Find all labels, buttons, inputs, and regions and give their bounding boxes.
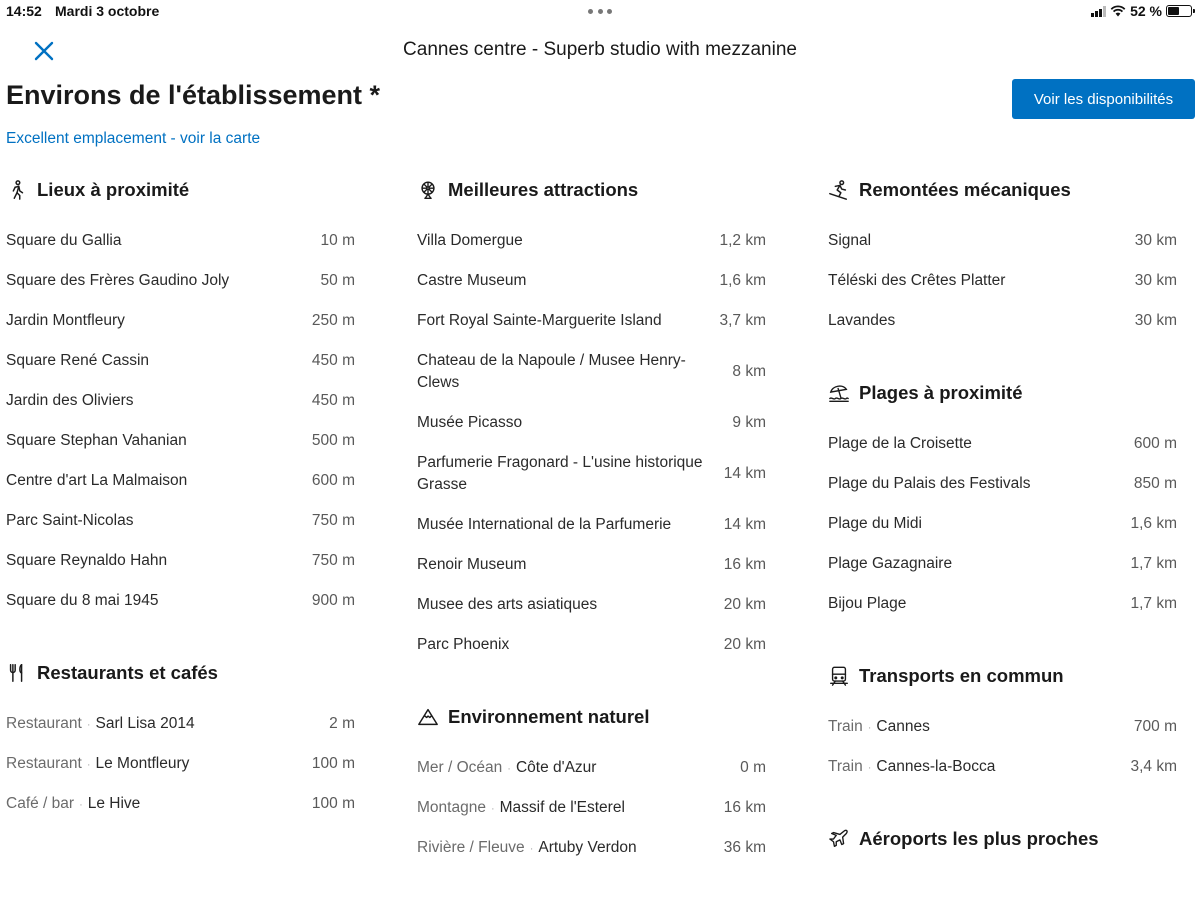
list-item <box>828 221 1177 261</box>
place-name <box>828 270 1135 292</box>
distance: 1,6 km <box>1130 515 1177 532</box>
section-beaches-header <box>828 373 1177 413</box>
place-name <box>828 310 1135 332</box>
place-name <box>417 554 724 576</box>
place-label: Le Montfleury <box>95 754 190 772</box>
distance: 500 m <box>311 432 355 449</box>
train-icon <box>828 665 850 687</box>
list-item <box>6 301 355 341</box>
place-name <box>417 412 732 434</box>
place-name: Train · Cannes <box>828 717 930 735</box>
ferris-wheel-icon <box>417 179 439 201</box>
list-item <box>417 261 766 301</box>
distance: 100 m <box>311 795 355 812</box>
distance: 700 m <box>1133 718 1177 735</box>
battery-icon <box>1166 5 1192 17</box>
place-name <box>6 310 312 332</box>
distance: 1,6 km <box>719 272 766 289</box>
map-link[interactable]: Excellent emplacement - voir la carte <box>6 130 261 147</box>
section-attractions <box>417 170 766 665</box>
place-label: Musée Picasso <box>417 414 523 431</box>
place-label: Villa Domergue <box>417 232 523 249</box>
distance: 450 m <box>311 352 355 369</box>
place-label: Lavandes <box>828 312 896 329</box>
place-name: Café / bar · Le Hive <box>6 794 141 812</box>
section-transport <box>828 656 1177 787</box>
place-name <box>417 310 719 332</box>
place-label: Plage Gazagnaire <box>828 555 953 572</box>
column-left <box>6 170 355 856</box>
distance: 20 km <box>723 596 766 613</box>
place-label: Square René Cassin <box>6 352 150 369</box>
place-label: Square Reynaldo Hahn <box>6 552 168 569</box>
section-airports-title: Aéroports les plus proches <box>859 828 1099 849</box>
distance: 0 m <box>740 759 766 776</box>
place-name <box>828 473 1134 495</box>
place-category: Rivière / Fleuve <box>417 838 525 856</box>
list-item <box>417 443 766 505</box>
place-label: Parc Saint-Nicolas <box>6 512 134 529</box>
place-name: Mer / Océan · Côte d'Azur <box>417 758 597 776</box>
section-nearby-title: Lieux à proximité <box>37 179 190 200</box>
wifi-icon <box>1110 5 1126 17</box>
place-label: Jardin des Oliviers <box>6 392 134 409</box>
section-nature-header <box>417 697 766 737</box>
list-item <box>417 625 766 665</box>
list-item <box>6 541 355 581</box>
place-name <box>417 350 732 394</box>
place-name <box>417 452 724 496</box>
walking-person-icon <box>6 179 28 201</box>
place-label: Musée International de la Parfumerie <box>417 516 672 533</box>
distance: 100 m <box>311 755 355 772</box>
list-item <box>828 464 1177 504</box>
place-label: Chateau de la Napoule / Musee Henry-Clews <box>417 352 686 391</box>
place-label: Cannes <box>876 717 930 735</box>
place-label: Musee des arts asiatiques <box>417 596 598 613</box>
list-item <box>828 301 1177 341</box>
list-item <box>417 748 766 788</box>
place-label: Square du 8 mai 1945 <box>6 592 159 609</box>
place-label: Square des Frères Gaudino Joly <box>6 272 230 289</box>
place-label: Parfumerie Fragonard - L'usine historique Grasse <box>417 454 703 493</box>
place-label: Fort Royal Sainte-Marguerite Island <box>417 312 662 329</box>
list-item <box>6 221 355 261</box>
availability-button[interactable]: Voir les disponibilités <box>1012 79 1195 119</box>
place-name: Montagne · Massif de l'Esterel <box>417 798 625 816</box>
airplane-icon <box>828 828 850 850</box>
multitasking-dots-icon[interactable] <box>588 9 612 15</box>
distance: 20 km <box>723 636 766 653</box>
distance: 16 km <box>723 799 766 816</box>
list-item <box>828 424 1177 464</box>
list-item <box>828 747 1177 787</box>
section-nearby <box>6 170 355 621</box>
place-label: Côte d'Azur <box>515 758 597 776</box>
list-item <box>6 744 355 784</box>
place-name <box>417 594 724 616</box>
section-ski-lifts <box>828 170 1177 341</box>
fork-knife-icon <box>6 662 28 684</box>
section-ski-lifts-title: Remontées mécaniques <box>859 179 1071 200</box>
place-label: Bijou Plage <box>828 595 907 612</box>
section-beaches <box>828 373 1177 624</box>
nature-list <box>417 748 766 868</box>
section-transport-title: Transports en commun <box>859 665 1064 686</box>
cellular-signal-icon <box>1091 6 1106 17</box>
place-name <box>828 230 1135 252</box>
place-name <box>417 230 719 252</box>
place-name <box>417 634 724 656</box>
place-label: Plage de la Croisette <box>828 435 972 452</box>
place-label: Jardin Montfleury <box>6 312 125 329</box>
page-title: Environs de l'établissement * <box>6 80 381 110</box>
skier-icon <box>828 179 850 201</box>
list-item <box>6 381 355 421</box>
place-name <box>6 270 321 292</box>
place-label: Téléski des Crêtes Platter <box>828 272 1006 289</box>
list-item <box>828 544 1177 584</box>
beaches-list <box>828 424 1177 624</box>
distance: 3,4 km <box>1130 758 1177 775</box>
place-label: Cannes-la-Bocca <box>876 757 996 775</box>
section-nature <box>417 697 766 868</box>
section-restaurants-header <box>6 653 355 693</box>
list-item <box>6 501 355 541</box>
place-label: Square du Gallia <box>6 232 122 249</box>
list-item <box>417 828 766 868</box>
transport-list <box>828 707 1177 787</box>
distance: 16 km <box>723 556 766 573</box>
place-category: Mer / Océan <box>417 758 503 776</box>
section-ski-lifts-header <box>828 170 1177 210</box>
section-nearby-header <box>6 170 355 210</box>
place-name <box>6 470 312 492</box>
distance: 14 km <box>723 465 766 482</box>
list-item <box>417 403 766 443</box>
list-item <box>828 707 1177 747</box>
place-label: Signal <box>828 232 872 249</box>
place-name <box>828 433 1134 455</box>
property-title: Cannes centre - Superb studio with mezzanine <box>403 39 797 60</box>
status-bar <box>0 0 1200 22</box>
place-name: Rivière / Fleuve · Artuby Verdon <box>417 838 637 856</box>
distance: 750 m <box>311 552 355 569</box>
section-beaches-title: Plages à proximité <box>859 382 1023 403</box>
place-name <box>417 514 724 536</box>
distance: 50 m <box>320 272 355 289</box>
distance: 10 m <box>320 232 355 249</box>
place-label: Square Stephan Vahanian <box>6 432 187 449</box>
place-label: Parc Phoenix <box>417 636 510 653</box>
list-item <box>417 585 766 625</box>
list-item <box>6 421 355 461</box>
column-middle <box>417 170 766 900</box>
distance: 900 m <box>311 592 355 609</box>
battery-percent: 52 % <box>1130 3 1162 19</box>
section-airports <box>828 819 1177 859</box>
place-label: Plage du Midi <box>828 515 922 532</box>
section-attractions-title: Meilleures attractions <box>448 179 639 200</box>
distance: 250 m <box>311 312 355 329</box>
section-nature-title: Environnement naturel <box>448 706 650 727</box>
section-attractions-header <box>417 170 766 210</box>
list-item <box>417 341 766 403</box>
place-label: Le Hive <box>87 794 141 812</box>
place-name <box>828 553 1130 575</box>
distance: 30 km <box>1134 272 1177 289</box>
place-category: Restaurant <box>6 714 82 732</box>
place-name <box>6 390 312 412</box>
section-airports-header <box>828 819 1177 859</box>
place-name <box>6 230 321 252</box>
section-restaurants <box>6 653 355 824</box>
list-item <box>6 341 355 381</box>
place-category: Café / bar <box>6 794 75 812</box>
distance: 1,2 km <box>719 232 766 249</box>
list-item <box>828 261 1177 301</box>
place-name <box>6 430 312 452</box>
restaurants-list <box>6 704 355 824</box>
distance: 1,7 km <box>1130 595 1177 612</box>
place-category: Train <box>828 757 863 775</box>
place-label: Sarl Lisa 2014 <box>95 714 195 732</box>
place-name <box>417 270 719 292</box>
list-item <box>6 784 355 824</box>
section-transport-header <box>828 656 1177 696</box>
status-indicators <box>1091 3 1192 19</box>
distance: 36 km <box>723 839 766 856</box>
place-name <box>828 593 1130 615</box>
place-label: Plage du Palais des Festivals <box>828 475 1031 492</box>
attractions-list <box>417 221 766 665</box>
list-item <box>417 301 766 341</box>
section-restaurants-title: Restaurants et cafés <box>37 662 218 683</box>
distance: 9 km <box>732 414 766 431</box>
distance: 600 m <box>1133 435 1177 452</box>
ski-lifts-list <box>828 221 1177 341</box>
place-category: Restaurant <box>6 754 82 772</box>
distance: 30 km <box>1134 232 1177 249</box>
status-time: 14:52 <box>6 3 42 19</box>
list-item <box>417 505 766 545</box>
list-item <box>417 788 766 828</box>
list-item <box>6 581 355 621</box>
place-name: Restaurant · Le Montfleury <box>6 754 190 772</box>
place-name: Restaurant · Sarl Lisa 2014 <box>6 714 195 732</box>
list-item <box>828 504 1177 544</box>
distance: 850 m <box>1133 475 1177 492</box>
list-item <box>417 221 766 261</box>
place-name <box>828 513 1130 535</box>
distance: 1,7 km <box>1130 555 1177 572</box>
place-label: Artuby Verdon <box>538 838 637 856</box>
place-category: Montagne <box>417 798 486 816</box>
column-right <box>828 170 1177 891</box>
distance: 14 km <box>723 516 766 533</box>
beach-umbrella-icon <box>828 382 850 404</box>
status-date: Mardi 3 octobre <box>55 3 160 19</box>
place-name <box>6 550 312 572</box>
place-label: Renoir Museum <box>417 556 527 573</box>
distance: 8 km <box>732 363 766 380</box>
place-name <box>6 510 312 532</box>
distance: 30 km <box>1134 312 1177 329</box>
nearby-list <box>6 221 355 621</box>
place-name: Train · Cannes-la-Bocca <box>828 757 996 775</box>
place-label: Centre d'art La Malmaison <box>6 472 188 489</box>
place-name <box>6 350 312 372</box>
list-item <box>417 545 766 585</box>
list-item <box>6 261 355 301</box>
distance: 600 m <box>311 472 355 489</box>
list-item <box>6 704 355 744</box>
distance: 750 m <box>311 512 355 529</box>
place-label: Massif de l'Esterel <box>499 798 625 816</box>
place-label: Castre Museum <box>417 272 527 289</box>
distance: 2 m <box>329 715 355 732</box>
distance: 3,7 km <box>719 312 766 329</box>
distance: 450 m <box>311 392 355 409</box>
list-item <box>6 461 355 501</box>
mountain-icon <box>417 706 439 728</box>
list-item <box>828 584 1177 624</box>
place-name <box>6 590 312 612</box>
place-category: Train <box>828 717 863 735</box>
